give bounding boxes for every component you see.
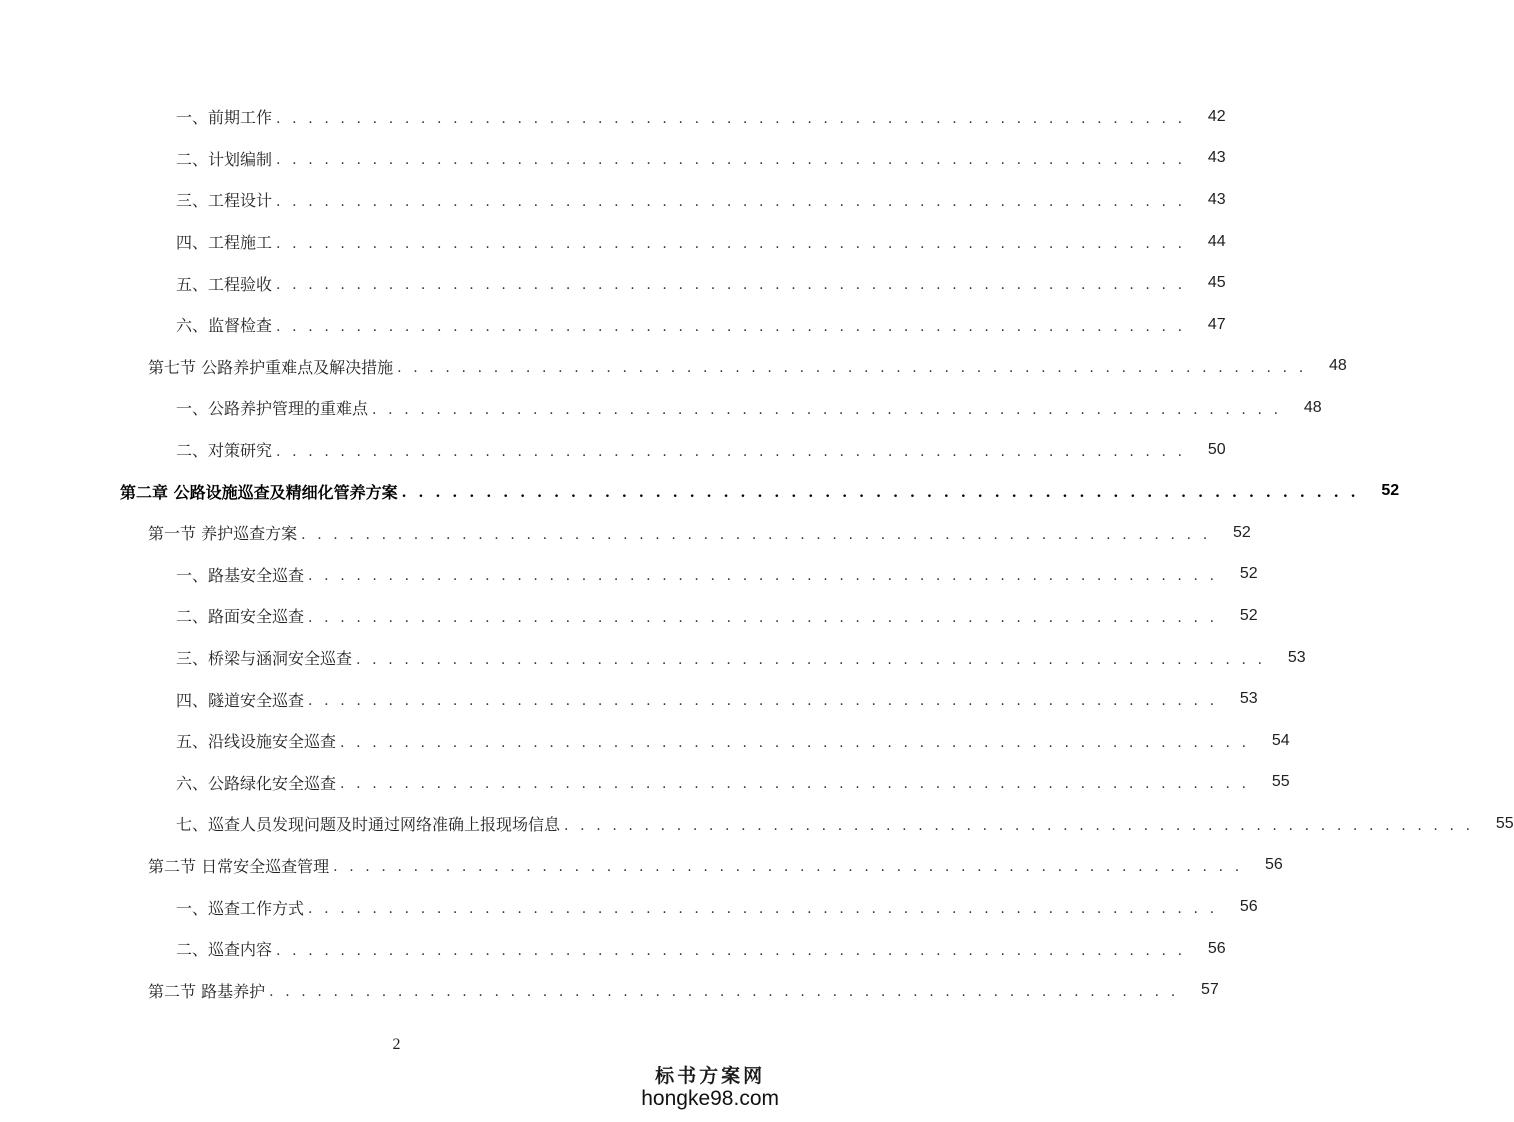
toc-dot-leader: . . . . . . . . . . . . . . . . . . . . . . . . . . . . . . . . . . . . . . . . . . . . . . . . . . . . . . . . . [340, 776, 1250, 793]
toc-entry-page: 55 [1271, 773, 1290, 791]
toc-entry[interactable] [0, 845, 1283, 887]
toc-dot-leader: . . . . . . . . . . . . . . . . . . . . . . . . . . . . . . . . . . . . . . . . . . . . . . . . . . . . . . . . . [276, 235, 1186, 252]
toc-entry[interactable] [0, 678, 1258, 720]
toc-dot-leader: . . . . . . . . . . . . . . . . . . . . . . . . . . . . . . . . . . . . . . . . . . . . . . . . . . . . . . . . . [269, 984, 1179, 1001]
toc-dot-leader: . . . . . . . . . . . . . . . . . . . . . . . . . . . . . . . . . . . . . . . . . . . . . . . . . . . . . . . . . [276, 193, 1186, 210]
toc-dot-leader: . . . . . . . . . . . . . . . . . . . . . . . . . . . . . . . . . . . . . . . . . . . . . . . . . . . . . . . . . [308, 901, 1218, 918]
toc-entry[interactable] [0, 969, 1219, 1011]
toc-entry[interactable] [0, 387, 1322, 429]
toc-dot-leader: . . . . . . . . . . . . . . . . . . . . . . . . . . . . . . . . . . . . . . . . . . . . . . . . . . . . . . . . . [276, 318, 1186, 335]
toc-dot-leader: . . . . . . . . . . . . . . . . . . . . . . . . . . . . . . . . . . . . . . . . . . . . . . . . . . . . . . . . . [564, 817, 1474, 834]
toc-entry-title: 三、工程设计 [176, 191, 273, 211]
toc-entry-page: 48 [1303, 398, 1322, 416]
toc-entry[interactable] [0, 346, 1347, 388]
toc-entry-title: 二、对策研究 [176, 441, 273, 461]
toc-entry-page: 52 [1239, 606, 1258, 624]
toc-entry-page: 45 [1207, 274, 1226, 292]
toc-entry-title: 五、工程验收 [176, 274, 273, 294]
toc-dot-leader: . . . . . . . . . . . . . . . . . . . . . . . . . . . . . . . . . . . . . . . . . . . . . . . . . . . . . . . . . [333, 859, 1243, 876]
table-of-contents [0, 96, 1514, 1011]
toc-entry-page: 52 [1232, 523, 1251, 541]
toc-entry[interactable] [0, 304, 1226, 346]
toc-entry[interactable] [0, 886, 1258, 928]
toc-entry[interactable] [0, 262, 1226, 304]
toc-dot-leader: . . . . . . . . . . . . . . . . . . . . . . . . . . . . . . . . . . . . . . . . . . . . . . . . . . . . . . . . . [308, 568, 1218, 585]
toc-entry-title: 第七节 公路养护重难点及解决措施 [148, 357, 394, 377]
toc-entry-page: 53 [1239, 690, 1258, 708]
toc-entry-page: 43 [1207, 149, 1226, 167]
toc-entry-title: 二、路面安全巡查 [176, 607, 305, 627]
toc-dot-leader: . . . . . . . . . . . . . . . . . . . . . . . . . . . . . . . . . . . . . . . . . . . . . . . . . . . . . . . . . [276, 277, 1186, 294]
toc-dot-leader: . . . . . . . . . . . . . . . . . . . . . . . . . . . . . . . . . . . . . . . . . . . . . . . . . . . . . . . . . [401, 485, 1360, 502]
toc-entry-page: 56 [1264, 856, 1283, 874]
toc-dot-leader: . . . . . . . . . . . . . . . . . . . . . . . . . . . . . . . . . . . . . . . . . . . . . . . . . . . . . . . . . [276, 152, 1186, 169]
toc-entry[interactable] [0, 429, 1226, 471]
toc-entry-title: 六、监督检查 [176, 316, 273, 336]
toc-dot-leader: . . . . . . . . . . . . . . . . . . . . . . . . . . . . . . . . . . . . . . . . . . . . . . . . . . . . . . . . . [301, 526, 1211, 543]
toc-entry-page: 53 [1287, 648, 1306, 666]
toc-entry-page: 43 [1207, 190, 1226, 208]
toc-entry-title: 二、巡查内容 [176, 940, 273, 960]
toc-entry-page: 57 [1200, 981, 1219, 999]
toc-entry-title: 二、计划编制 [176, 149, 273, 169]
toc-entry-page: 50 [1207, 440, 1226, 458]
toc-entry-title: 第二节 路基养护 [148, 981, 266, 1001]
toc-dot-leader: . . . . . . . . . . . . . . . . . . . . . . . . . . . . . . . . . . . . . . . . . . . . . . . . . . . . . . . . . [308, 609, 1218, 626]
watermark-title: 标书方案网 [655, 1065, 766, 1088]
toc-entry-page: 55 [1495, 814, 1514, 832]
toc-entry-page: 56 [1239, 898, 1258, 916]
toc-entry-page: 52 [1239, 565, 1258, 583]
toc-dot-leader: . . . . . . . . . . . . . . . . . . . . . . . . . . . . . . . . . . . . . . . . . . . . . . . . . . . . . . . . . [308, 693, 1218, 710]
toc-entry-page: 42 [1207, 107, 1226, 125]
toc-entry-title: 四、工程施工 [176, 233, 273, 253]
toc-entry[interactable] [0, 928, 1226, 970]
toc-entry-page: 54 [1271, 731, 1290, 749]
toc-entry-title: 三、桥梁与涵洞安全巡查 [176, 649, 353, 669]
toc-entry[interactable] [0, 595, 1258, 637]
toc-entry[interactable] [0, 96, 1226, 138]
toc-entry-page: 56 [1207, 939, 1226, 957]
toc-dot-leader: . . . . . . . . . . . . . . . . . . . . . . . . . . . . . . . . . . . . . . . . . . . . . . . . . . . . . . . . . [276, 942, 1186, 959]
toc-entry-title: 四、隧道安全巡查 [176, 690, 305, 710]
toc-entry-title: 五、沿线设施安全巡查 [176, 732, 337, 752]
toc-entry[interactable] [0, 138, 1226, 180]
toc-entry-title: 第一节 养护巡查方案 [148, 524, 298, 544]
toc-entry[interactable] [0, 803, 1514, 845]
toc-entry-title: 第二节 日常安全巡查管理 [148, 856, 330, 876]
toc-dot-leader: . . . . . . . . . . . . . . . . . . . . . . . . . . . . . . . . . . . . . . . . . . . . . . . . . . . . . . . . . [397, 360, 1307, 377]
toc-entry[interactable] [0, 637, 1306, 679]
toc-entry-page: 47 [1207, 315, 1226, 333]
toc-entry-title: 七、巡查人员发现问题及时通过网络准确上报现场信息 [176, 815, 561, 835]
toc-dot-leader: . . . . . . . . . . . . . . . . . . . . . . . . . . . . . . . . . . . . . . . . . . . . . . . . . . . . . . . . . [372, 401, 1282, 418]
toc-entry[interactable] [0, 470, 1400, 512]
toc-dot-leader: . . . . . . . . . . . . . . . . . . . . . . . . . . . . . . . . . . . . . . . . . . . . . . . . . . . . . . . . . [340, 734, 1250, 751]
toc-entry-title: 一、公路养护管理的重难点 [176, 399, 369, 419]
toc-entry[interactable] [0, 221, 1226, 263]
toc-entry-title: 一、路基安全巡查 [176, 565, 305, 585]
site-watermark [641, 1066, 779, 1110]
watermark-url: hongke98.com [641, 1086, 779, 1110]
toc-entry[interactable] [0, 720, 1290, 762]
page-number: 2 [392, 1036, 401, 1053]
toc-dot-leader: . . . . . . . . . . . . . . . . . . . . . . . . . . . . . . . . . . . . . . . . . . . . . . . . . . . . . . . . . [356, 651, 1266, 668]
toc-entry-title: 一、巡查工作方式 [176, 898, 305, 918]
toc-entry[interactable] [0, 512, 1251, 554]
toc-entry[interactable] [0, 179, 1226, 221]
toc-entry-title: 一、前期工作 [176, 108, 273, 128]
toc-entry-page: 44 [1207, 232, 1226, 250]
toc-dot-leader: . . . . . . . . . . . . . . . . . . . . . . . . . . . . . . . . . . . . . . . . . . . . . . . . . . . . . . . . . [276, 443, 1186, 460]
toc-dot-leader: . . . . . . . . . . . . . . . . . . . . . . . . . . . . . . . . . . . . . . . . . . . . . . . . . . . . . . . . . [276, 110, 1186, 127]
toc-entry-title: 第二章 公路设施巡查及精细化管养方案 [120, 482, 398, 502]
toc-entry-page: 48 [1328, 357, 1347, 375]
toc-entry[interactable] [0, 554, 1258, 596]
toc-entry[interactable] [0, 762, 1290, 804]
toc-entry-title: 六、公路绿化安全巡查 [176, 773, 337, 793]
toc-entry-page: 52 [1381, 482, 1400, 500]
